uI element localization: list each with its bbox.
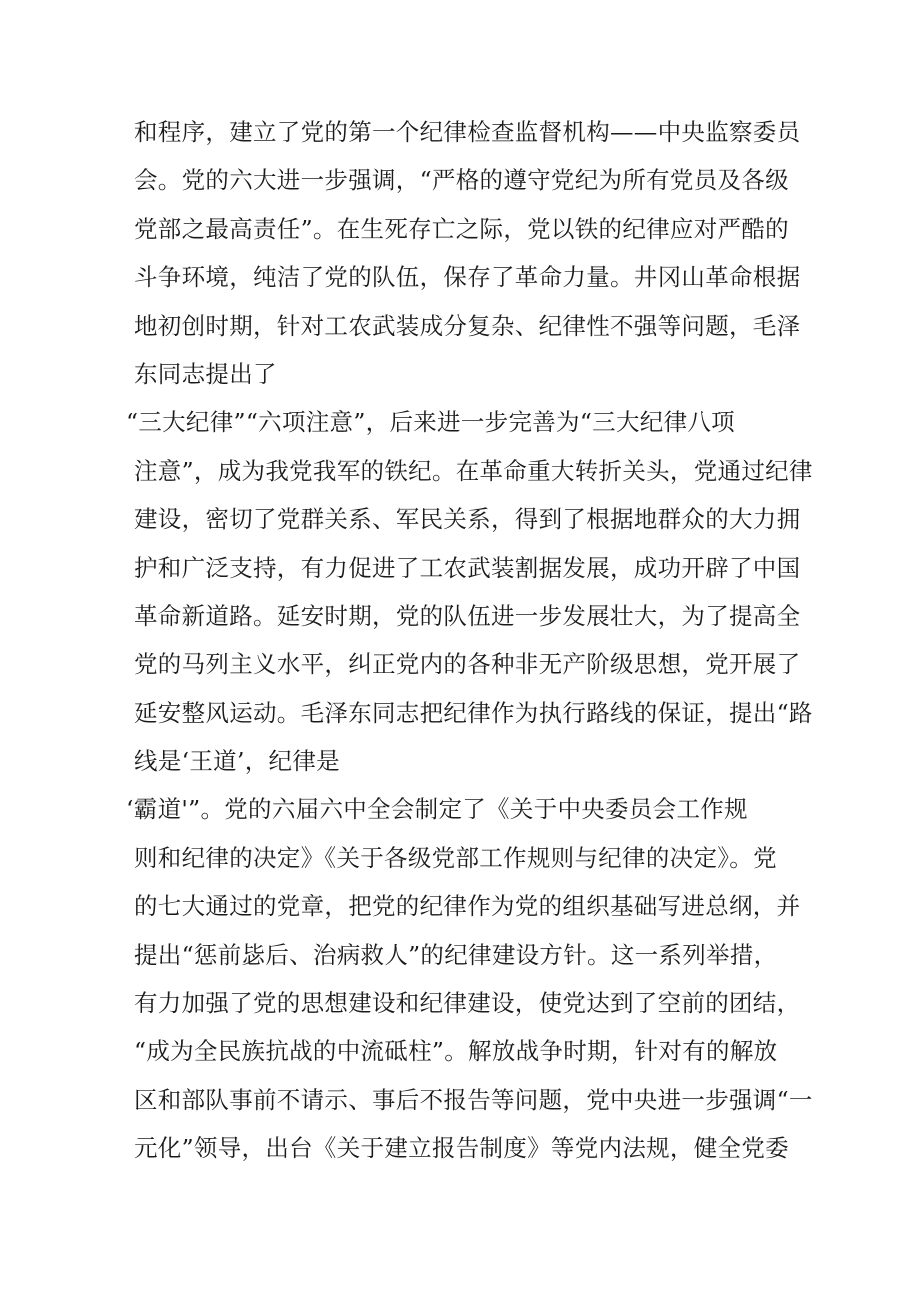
text-line: 东同志提出了 (134, 359, 277, 388)
body-text (126, 108, 814, 1173)
text-line: 革命新道路。延安时期，党的队伍进一步发展壮大，为了提高全 (134, 601, 801, 630)
text-line: 有力加强了党的思想建设和纪律建设，使党达到了空前的团结， (134, 989, 801, 1018)
text-line: 护和广泛支持，有力促进了工农武装割据发展，成功开辟了中国 (134, 553, 801, 582)
text-line: 党的马列主义水平，纠正党内的各种非无产阶级思想，党开展了 (134, 650, 801, 679)
text-line: 延安整风运动。毛泽东同志把纪律作为执行路线的保证，提出“路 (134, 698, 813, 727)
text-line: 会。党的六大进一步强调，“严格的遵守党纪为所有党员及各级 (134, 166, 789, 195)
text-line: 元化”领导，出台《关于建立报告制度》等党内法规，健全党委 (134, 1134, 789, 1163)
text-line: 的七大通过的党章，把党的纪律作为党的组织基础写进总纲，并 (134, 892, 801, 921)
text-line: 则和纪律的决定》《关于各级党部工作规则与纪律的决定》。党 (134, 843, 777, 872)
text-line: 党部之最高责任”。在生死存亡之际，党以铁的纪律应对严酷的 (134, 214, 789, 243)
text-line: 建设，密切了党群关系、军民关系，得到了根据地群众的大力拥 (134, 505, 801, 534)
text-line: 区和部队事前不请示、事后不报告等问题，党中央进一步强调“一 (134, 1085, 813, 1114)
text-line: “成为全民族抗战的中流砥柱”。解放战争时期，针对有的解放 (134, 1037, 778, 1066)
text-line: 斗争环境，纯洁了党的队伍，保存了革命力量。井冈山革命根据 (134, 263, 801, 292)
text-line: 线是‘王道’，纪律是 (134, 747, 340, 776)
text-line: “三大纪律”“六项注意”，后来进一步完善为“三大纪律八项 (126, 408, 735, 437)
text-line: ‘霸道'”。党的六届六中全会制定了《关于中央委员会工作规 (126, 795, 748, 824)
text-line: 提出“惩前毖后、治病救人”的纪律建设方针。这一系列举措， (134, 940, 778, 969)
text-line: 和程序，建立了党的第一个纪律检查监督机构——中央监察委员 (134, 118, 801, 146)
text-line: 注意”，成为我党我军的铁纪。在革命重大转折关头，党通过纪律 (134, 456, 813, 485)
text-line: 地初创时期，针对工农武装成分复杂、纪律性不强等问题，毛泽 (134, 311, 801, 340)
